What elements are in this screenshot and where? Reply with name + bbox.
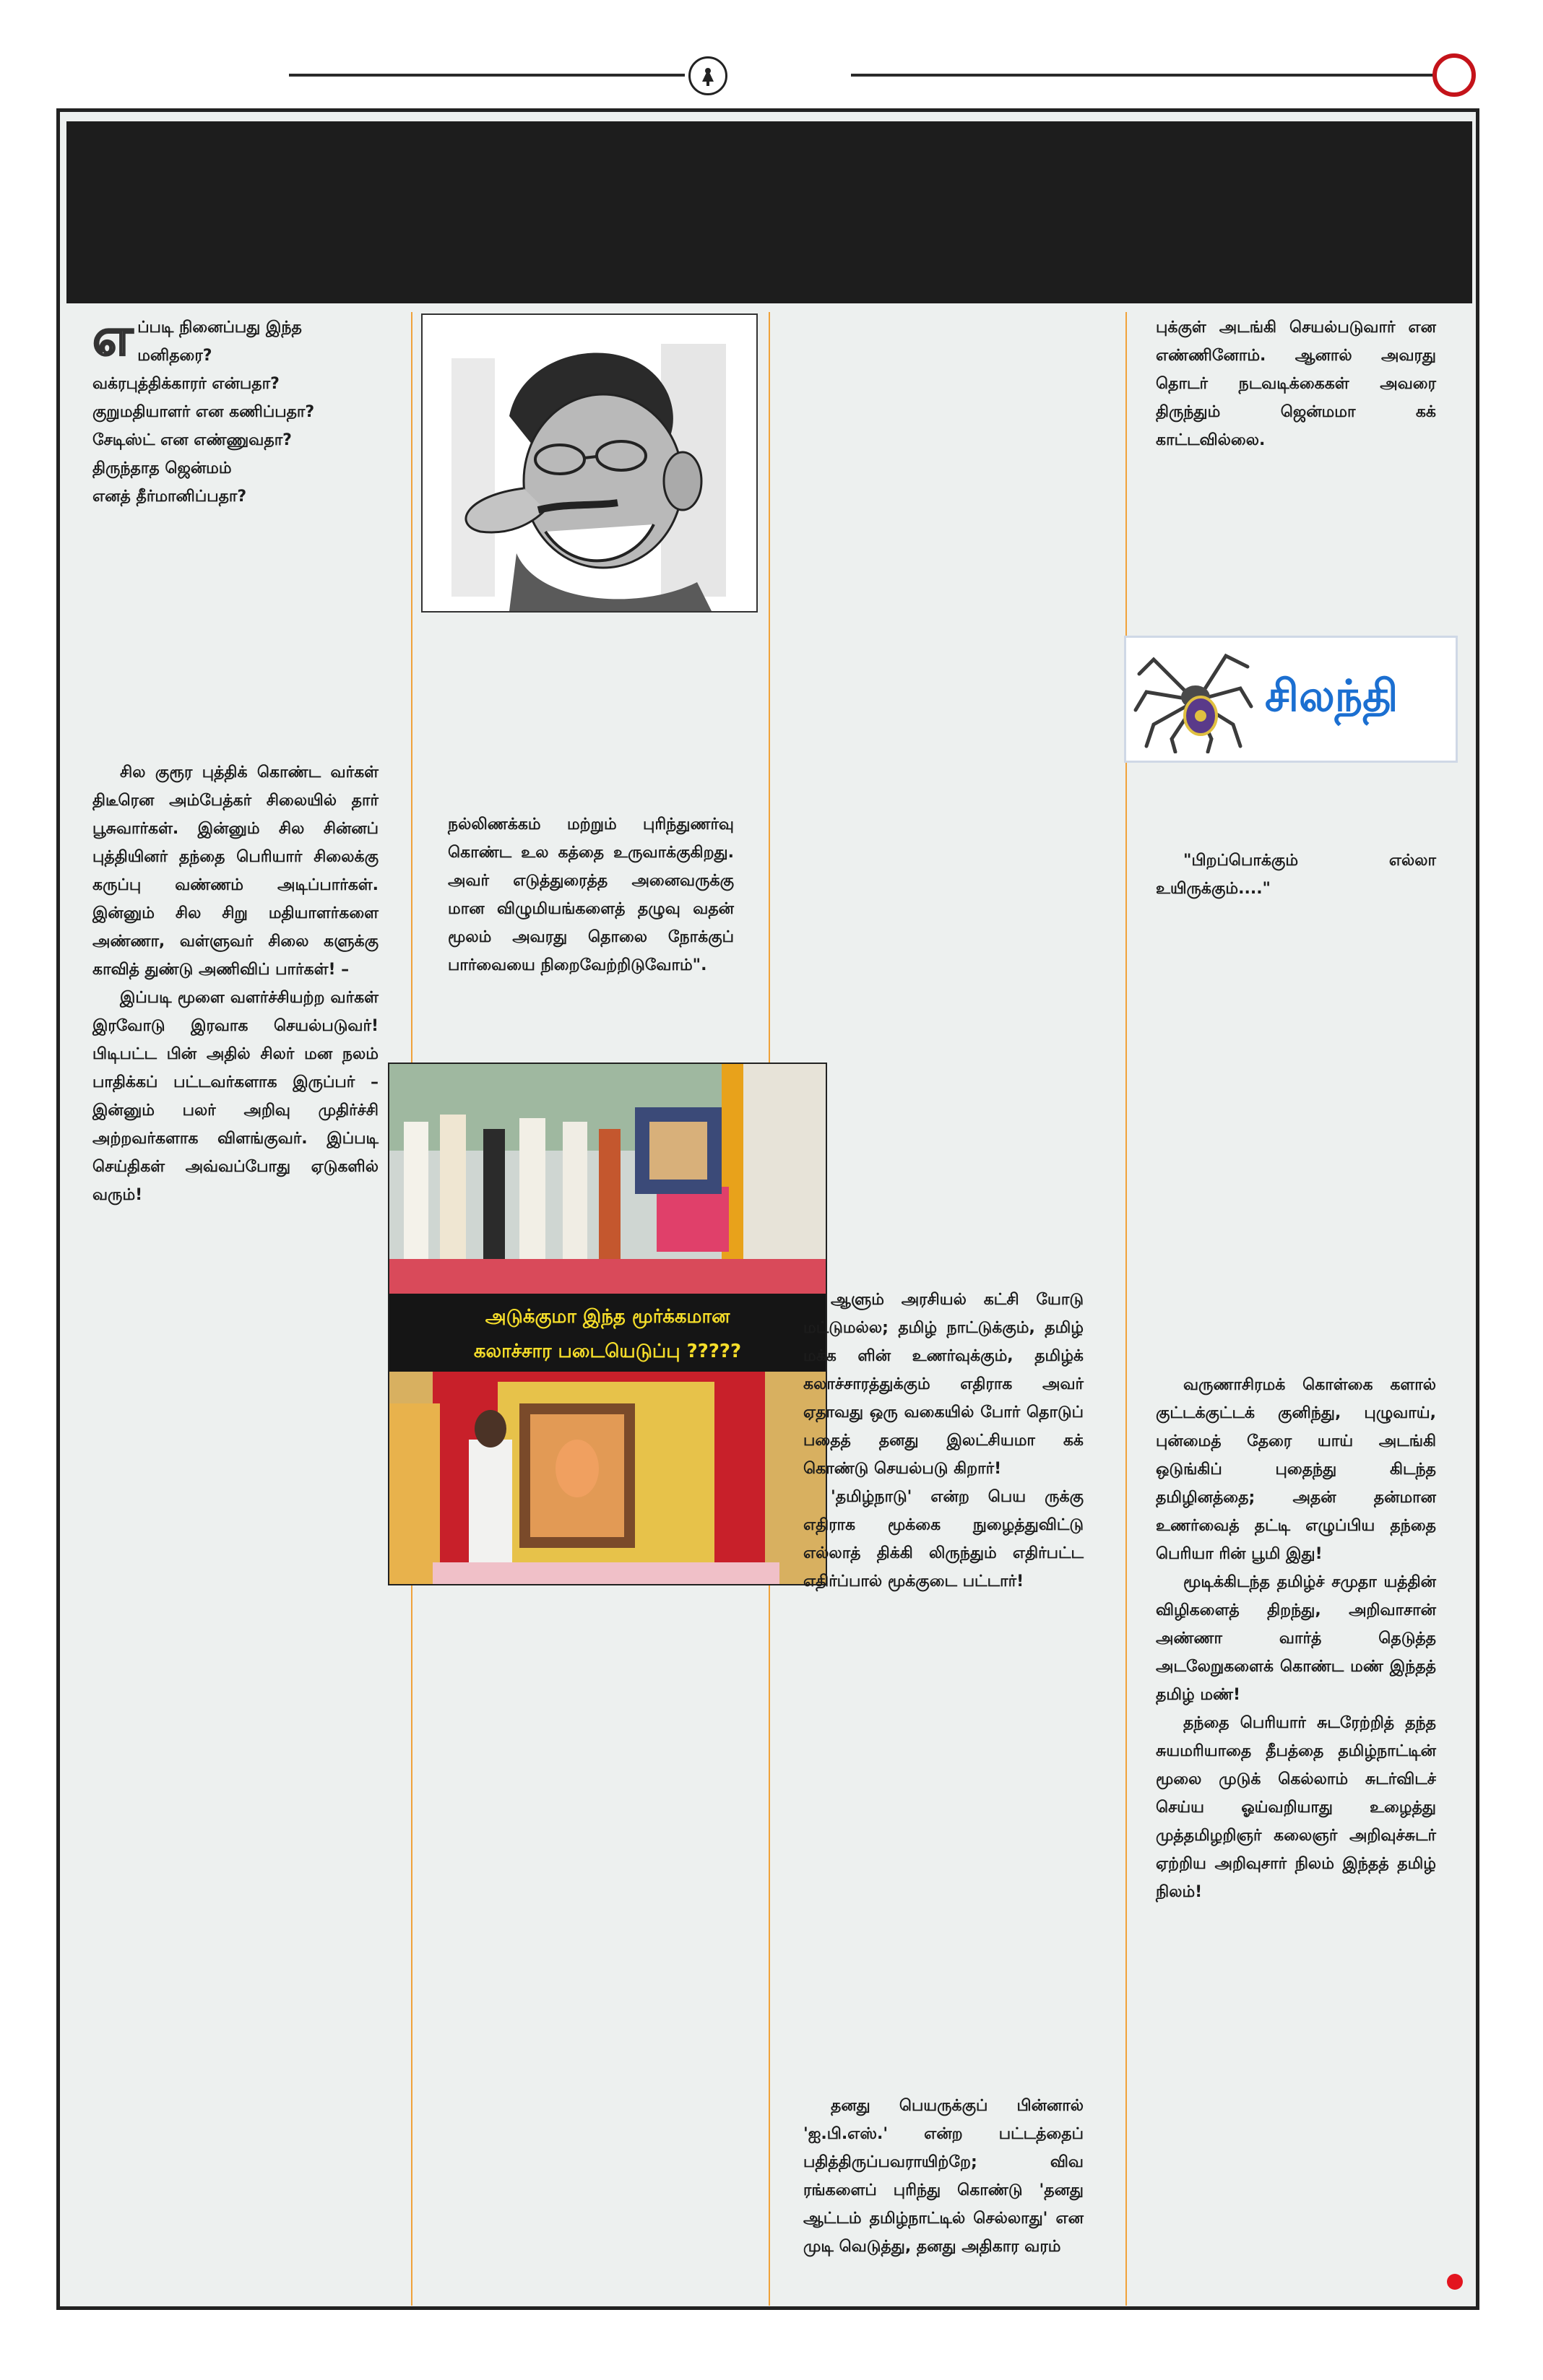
paragraph: இப்படி மூளை வளர்ச்சியற்ற வர்கள் இரவோடு இரவாக செயல்படுவர்! பிடிபட்ட பின் அதில் சிலர் மன நலம் பாதிக்கப் பட்டவர்களாக இருப்பர் – இன்னும் பலர் அறிவு முதிர்ச்சி அற்றவர்களாக விளங்குவர். இப்படி செய்திகள் அவ்வப்போது ஏடுகளில் வரும்! [92, 989, 379, 1204]
dropcap: எ [92, 306, 134, 367]
collage-caption [389, 1294, 826, 1372]
paragraph: சில குரூர புத்திக் கொண்ட வர்கள் திடீரென அம்பேத்கர் சிலையில் தார் பூசுவார்கள். இன்னும் சில சின்னப் புத்தியினர் தந்தை பெரியார் சிலைக்கு கருப்பு வண்ணம் அடிப்பார்கள். இன்னும் சில சிறு மதியாளர்களை அண்ணா, வள்ளுவர் சிலை களுக்கு காவித் துண்டு அணிவிப் பார்கள்! – [92, 763, 379, 979]
column-1-body [92, 758, 379, 1209]
paragraph: 'தமிழ்நாடு' என்ற பெய ருக்கு எதிராக மூக்கை நுழைத்துவிட்டு எல்லாத் திக்கி லிருந்தும் எதிர்பட்ட எதிர்ப்பால் மூக்குடை பட்டார்! [803, 1488, 1084, 1591]
spider-icon [1132, 645, 1255, 753]
intro-line: எனத் தீர்மானிப்பதா? [92, 488, 247, 506]
quote: "பிறப்பொக்கும் எல்லா உயிருக்கும்...." [1156, 852, 1436, 898]
paragraph: மூடிக்கிடந்த தமிழ்ச் சமுதா யத்தின் விழிகளைத் திறந்து, அறிவாசான் அண்ணா வார்த் தெடுத்த அடலேறுகளைக் கொண்ட மண் இந்தத் தமிழ் மண்! [1156, 1573, 1436, 1704]
column-label: சிலந்தி [1265, 671, 1399, 722]
column-3-body [803, 1286, 1084, 1596]
intro-line: மனிதரை? [137, 347, 212, 365]
column-3-continued [803, 2092, 1084, 2261]
column-label-box [1124, 636, 1458, 763]
intro-line: குறுமதியாளர் என கணிப்பதா? [92, 403, 315, 421]
intro-line: வக்ரபுத்திக்காரர் என்பதா? [92, 375, 280, 393]
intro-line: திருந்தாத ஜென்மம் [92, 459, 232, 477]
page-corner-ring [1432, 53, 1476, 97]
photo-collage [388, 1063, 827, 1585]
paragraph: நல்லிணக்கம் மற்றும் புரிந்துணர்வு கொண்ட உல கத்தை உருவாக்குகிறது. அவர் எடுத்துரைத்த அனைவருக்கு மான விழுமியங்களைத் தழுவு வதன் மூலம் அவரது தொலை நோக்குப் பார்வையை நிறைவேற்றிடுவோம்". [448, 815, 734, 974]
end-mark-dot [1447, 2274, 1463, 2290]
paragraph: தனது பெயருக்குப் பின்னால் 'ஐ.பி.எஸ்.' என்ற பட்டத்தைப் பதித்திருப்பவராயிற்றே; விவ ரங்களைப் புரிந்து கொண்டு 'தனது ஆட்டம் தமிழ்நாட்டில் செல்லாது' என முடி வெடுத்து, தனது அதிகார வரம் [803, 2097, 1084, 2256]
torch-emblem-icon [688, 56, 727, 95]
top-rule-left [289, 74, 685, 77]
top-rule-right [851, 74, 1438, 77]
caption-line: கலாச்சார படையெடுப்பு ????? [473, 1341, 742, 1362]
header-band [66, 121, 1472, 303]
caption-line: அடுக்குமா இந்த மூர்க்கமான [485, 1306, 730, 1328]
cartoon-illustration [421, 313, 758, 613]
column-4-body [1156, 1371, 1436, 1906]
intro-first-line: ப்படி நினைப்பது இந்த [137, 319, 302, 337]
column-1-intro [92, 306, 384, 511]
column-rule [1125, 312, 1127, 2306]
intro-line: சேடிஸ்ட் என எண்ணுவதா? [92, 431, 292, 449]
paragraph: ஆளும் அரசியல் கட்சி யோடு மட்டுமல்ல; தமிழ் நாட்டுக்கும், தமிழ் மக்க ளின் உணர்வுக்கும், தமிழ்க் கலாச்சாரத்துக்கும் எதிராக அவர் ஏதாவது ஒரு வகையில் போர் தொடுப் பதைத் தனது இலட்சியமா கக் கொண்டு செயல்படு கிறார்! [803, 1291, 1084, 1478]
column-4-top [1156, 313, 1436, 454]
paragraph: தந்தை பெரியார் சுடரேற்றித் தந்த சுயமரியாதை தீபத்தை தமிழ்நாட்டின் மூலை முடுக் கெல்லாம் சுடர்விடச் செய்ய ஓய்வறியாது உழைத்து முத்தமிழறிஞர் கலைஞர் அறிவுச்சுடர் ஏற்றிய அறிவுசார் நிலம் இந்தத் தமிழ் நிலம்! [1156, 1714, 1436, 1901]
column-2-body [448, 810, 734, 979]
paragraph: புக்குள் அடங்கி செயல்படுவார் என எண்ணினோம். ஆனால் அவரது தொடர் நடவடிக்கைகள் அவரை திருந்தும் ஜென்மமா கக் காட்டவில்லை. [1156, 319, 1436, 449]
column-4-quote [1156, 847, 1436, 903]
paragraph: வருணாசிரமக் கொள்கை களால் குட்டக்குட்டக் குனிந்து, புழுவாய், புன்மைத் தேரை யாய் அடங்கி ஒடுங்கிப் புதைந்து கிடந்த தமிழினத்தை; அதன் தன்மான உணர்வைத் தட்டி எழுப்பிய தந்தை பெரியா ரின் பூமி இது! [1156, 1376, 1436, 1563]
